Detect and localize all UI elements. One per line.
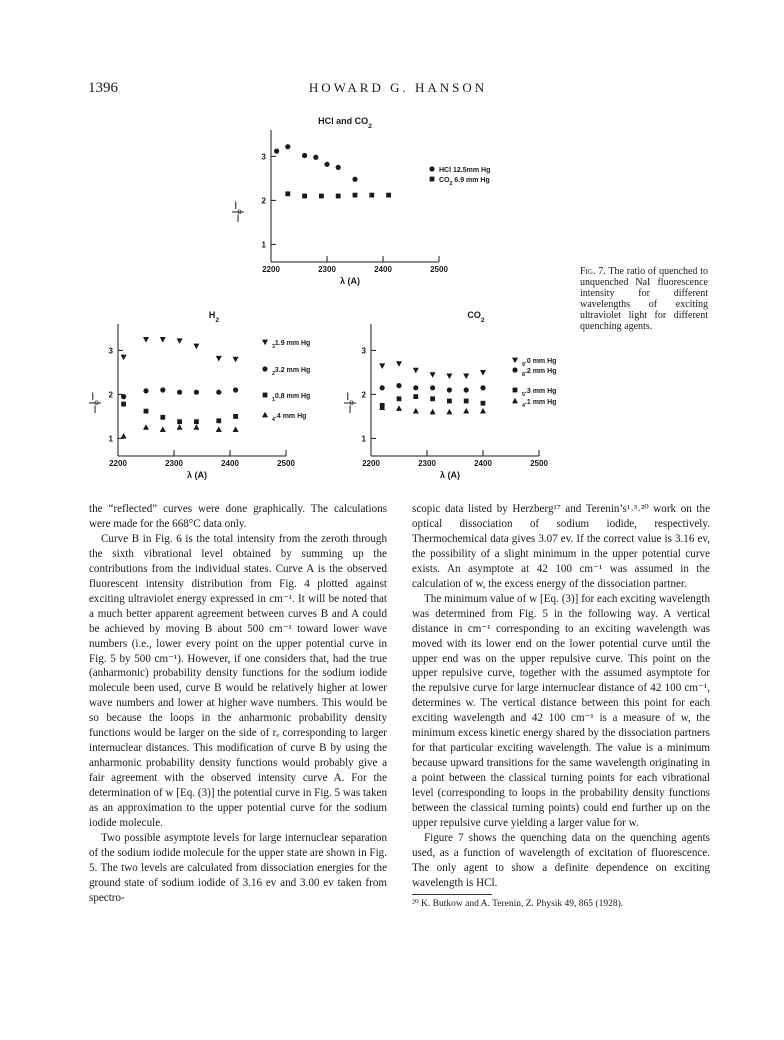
data-point [160, 426, 166, 432]
x-tick-label: 2500 [430, 265, 448, 274]
data-point [160, 337, 166, 343]
data-point [216, 356, 222, 362]
caption-label: Fig. 7. [580, 266, 606, 277]
legend-label: $CO_2$ 6.9 mm Hg [439, 177, 490, 187]
x-axis-label: λ (A) [340, 276, 360, 286]
data-point [274, 149, 279, 154]
x-tick-label: 2200 [109, 459, 127, 468]
legend-label: $_5$.3 mm Hg [522, 388, 557, 398]
data-point [413, 408, 419, 414]
legend-marker [262, 412, 268, 418]
caption-text: The ratio of quenched to unquenched NaI fluorescence intensity for different wavelengths of exciting ultraviolet light for different quenching agents. [580, 266, 708, 332]
y-tick-label: 3 [261, 152, 266, 162]
y-tick-label: 2 [108, 390, 113, 400]
data-point [413, 368, 419, 374]
data-point [233, 426, 239, 432]
data-point [336, 165, 341, 170]
data-point [369, 193, 374, 198]
x-tick-label: 2300 [165, 459, 183, 468]
ylabel-numerator: $I_o$ [234, 200, 242, 216]
data-point [447, 399, 452, 404]
x-tick-label: 2300 [418, 459, 436, 468]
chart-title: $H_2$ [208, 310, 220, 324]
footnote-rule [412, 894, 492, 895]
data-point [480, 370, 486, 376]
y-tick-label: 3 [361, 346, 366, 356]
data-point [396, 405, 402, 411]
paragraph: the “reflected” curves were done graphically. The calculations were made for the 668°C data only. [89, 503, 387, 530]
page-number: 1396 [88, 80, 118, 96]
data-point [216, 390, 221, 395]
data-point [464, 387, 469, 392]
data-point [121, 433, 127, 439]
legend-label: $_3$1.9 mm Hg [272, 340, 311, 350]
x-axis-label: λ (A) [187, 470, 207, 480]
data-point [193, 424, 199, 430]
figure-7 [0, 0, 784, 500]
ylabel-denominator: I [348, 404, 352, 416]
chart-title: HCl and $CO_2$ [318, 116, 372, 130]
data-point [216, 418, 221, 423]
data-point [464, 399, 469, 404]
data-point [396, 383, 401, 388]
data-point [446, 409, 452, 415]
data-point [143, 424, 149, 430]
data-point [177, 424, 183, 430]
y-axis-label [89, 391, 101, 416]
right-column [412, 502, 710, 910]
data-point [302, 194, 307, 199]
legend-marker [262, 366, 267, 371]
data-point [386, 193, 391, 198]
data-point [352, 177, 357, 182]
x-tick-label: 2200 [262, 265, 280, 274]
data-point [379, 363, 385, 369]
data-point [481, 401, 486, 406]
data-point [177, 419, 182, 424]
data-point [430, 396, 435, 401]
x-tick-label: 2400 [474, 459, 492, 468]
legend-label: HCl 12.5mm Hg [439, 167, 491, 174]
data-point [121, 402, 126, 407]
left-column [89, 502, 387, 906]
paragraph: scopic data listed by Herzberg¹⁷ and Terenin’s¹˒³˒²⁰ work on the optical dissociation of sodium iodide, respectively. Thermochemical data gives 3.07 ev. If the correct value is 3.16 ev, the possibility of a slight minimum in the upper potential curve exists. An asymptote at 42 100 cm⁻¹ was assumed in the calculation of w, the excess energy of the dissociation partner. [412, 503, 710, 590]
legend-marker [512, 398, 518, 404]
data-point [160, 415, 165, 420]
data-point [463, 374, 469, 380]
data-point [302, 153, 307, 158]
data-point [430, 409, 436, 415]
x-axis-label: λ (A) [440, 470, 460, 480]
data-point [396, 361, 402, 367]
data-point [144, 409, 149, 414]
legend-marker [429, 166, 434, 171]
data-point [430, 372, 436, 378]
data-point [413, 394, 418, 399]
y-axis-label [232, 200, 244, 225]
data-point [336, 194, 341, 199]
legend-label: $_8$.2 mm Hg [522, 368, 557, 378]
data-point [194, 390, 199, 395]
data-point [353, 193, 358, 198]
footnote: ²⁰ K. Butkow and A. Terenin, Z. Physik 49, 865 (1928). [412, 898, 624, 909]
data-point [447, 387, 452, 392]
data-point [143, 337, 149, 343]
data-point [233, 357, 239, 363]
paragraph: Curve B in Fig. 6 is the total intensity from the zeroth through the sixth vibrational level obtained by summing up the contributions from the individual states. Curve A is the observed fluorescent intensity distribution from Fig. 4 plotted against exciting ultraviolet energy expressed in cm⁻¹. It will be noted that a much better apparent agreement between curves B and A could be achieved by moving B about 500 cm⁻¹ toward lower wave numbers (i.e., lower every point on the upper potential curve in Fig. 5 by 500 cm⁻¹). However, if one considers that, had the true (anharmonic) probability density functions for the sodium iodide molecule been used, curve B would be relatively higher at lower wave numbers and lower at higher wave numbers. This would be so because the loops in the anharmonic probability density functions would be larger on the side of rₑ corresponding to larger internuclear distances. This modification of curve B by using the anharmonic probability density functions would probably give a fair agreement with the observed intensity curve A. For the determination of w [Eq. (3)] the potential curve in Fig. 5 was taken as an approximation to the upper potential curve for the sodium iodide molecule. [89, 532, 387, 830]
data-point [285, 144, 290, 149]
x-tick-label: 2400 [221, 459, 239, 468]
y-axis-label [344, 391, 356, 416]
x-tick-label: 2500 [277, 459, 295, 468]
data-point [313, 155, 318, 160]
data-point [324, 162, 329, 167]
legend-marker [262, 340, 268, 346]
data-point [480, 408, 486, 414]
legend-marker [430, 177, 435, 182]
ylabel-denominator: I [93, 404, 97, 416]
y-tick-label: 2 [361, 390, 366, 400]
data-point [177, 390, 182, 395]
data-point [285, 191, 290, 196]
data-point [430, 385, 435, 390]
legend-label: $_2$3.2 mm Hg [272, 367, 311, 377]
legend-label: $_4$.1 mm Hg [522, 399, 557, 409]
figure-caption [580, 266, 708, 332]
data-point [121, 394, 126, 399]
chart-title: $CO_2$ [467, 310, 485, 324]
y-tick-label: 1 [261, 240, 266, 250]
data-point [380, 385, 385, 390]
y-tick-label: 1 [108, 434, 113, 444]
paragraph: Two possible asymptote levels for large internuclear separation of the sodium iodide molecule for the upper state are shown in Fig. 5. The two levels are calculated from dissociation energies for the ground state of sodium iodide of 3.16 ev and 3.00 ev taken from spectro- [89, 831, 387, 904]
data-point [177, 338, 183, 344]
data-point [121, 355, 127, 361]
data-point [463, 408, 469, 414]
data-point [413, 385, 418, 390]
data-point [319, 194, 324, 199]
running-head: HOWARD G. HANSON [308, 80, 488, 95]
x-tick-label: 2400 [374, 265, 392, 274]
data-point [194, 419, 199, 424]
paragraph: The minimum value of w [Eq. (3)] for each exciting wavelength was determined from Fig. 5 in the following way. A vertical distance in cm⁻¹ corresponding to an exciting wavelength was moved with its lower end on the lower potential curve until the upper end was on the upper repulsive curve. This point on the upper repulsive curve, together with the assumed asymptote for the repulsive curve for large internuclear distance of 42 100 cm⁻¹, determines w. The vertical distance between this point for each exciting wavelength and 42 100 cm⁻¹ is a measure of w, the minimum excess kinetic energy shared by the dissociation partners for that particular exciting wavelength. The value is a minimum because upward transitions for the same wavelength originating in a point between the classical turning points for each vibrational level (corresponding to loops in the probability density functions between the classical turning points) could end further up on the upper repulsive curve yielding a larger value for w. [412, 592, 710, 830]
paragraph: Figure 7 shows the quenching data on the quenching agents used, as a function of wavelength of excitation of fluorescence. The only agent to show a definite dependence on exciting wavelength is HCl. [412, 831, 710, 889]
data-point [233, 414, 238, 419]
data-point [216, 426, 222, 432]
y-tick-label: 3 [108, 346, 113, 356]
data-point [160, 387, 165, 392]
legend-marker [512, 367, 517, 372]
data-point [193, 344, 199, 350]
legend-marker [263, 393, 268, 398]
data-point [233, 387, 238, 392]
data-point [480, 385, 485, 390]
y-tick-label: 2 [261, 196, 266, 206]
ylabel-denominator: I [236, 213, 240, 225]
legend-marker [513, 388, 518, 393]
legend-marker [512, 358, 518, 364]
data-point [397, 396, 402, 401]
ylabel-numerator: $I_o$ [346, 391, 354, 407]
y-tick-label: 1 [361, 434, 366, 444]
legend-label: $_1$0.8 mm Hg [272, 393, 311, 403]
data-point [446, 374, 452, 380]
data-point [143, 388, 148, 393]
x-tick-label: 2500 [530, 459, 548, 468]
x-tick-label: 2200 [362, 459, 380, 468]
legend-label: $_4$.4 mm Hg [272, 413, 307, 423]
x-tick-label: 2300 [318, 265, 336, 274]
ylabel-numerator: $I_o$ [91, 391, 99, 407]
legend-label: $_9$.0 mm Hg [522, 358, 557, 368]
